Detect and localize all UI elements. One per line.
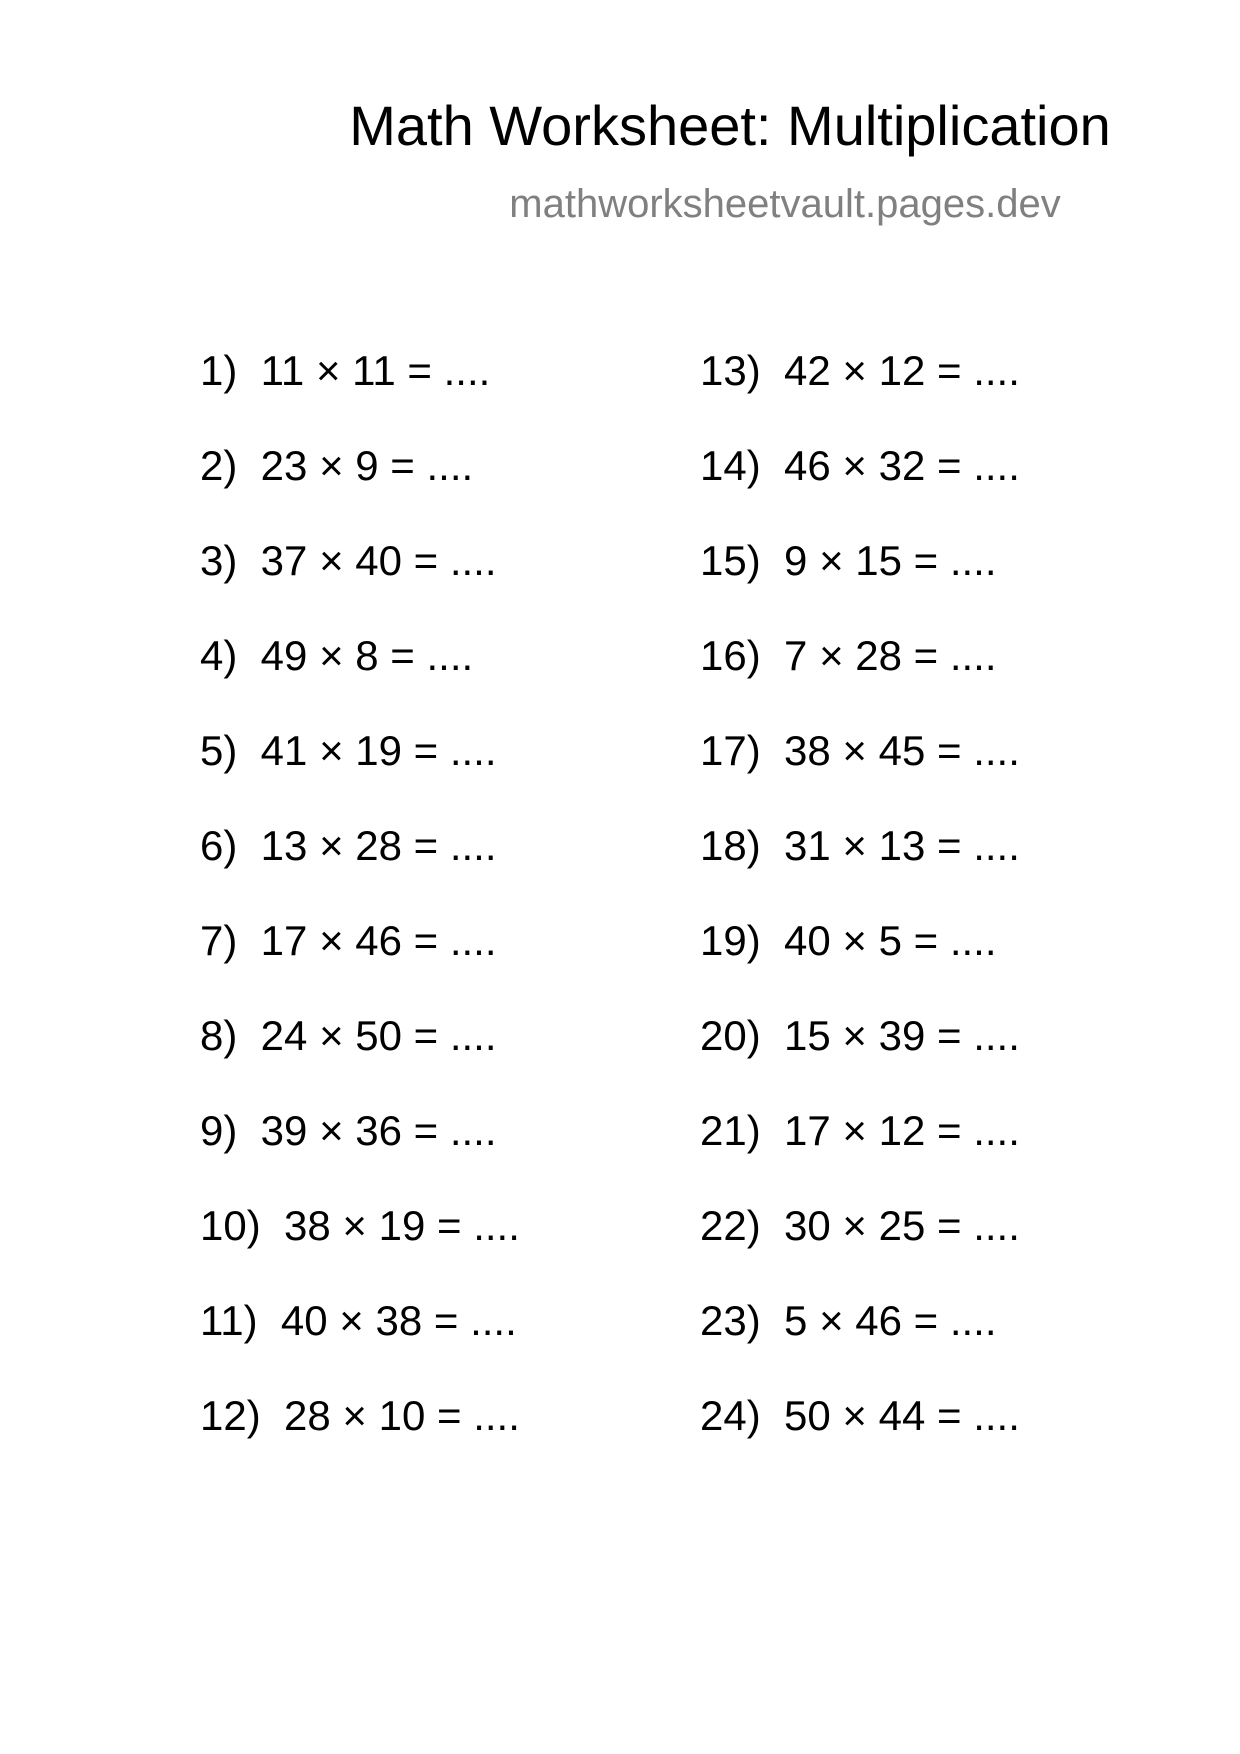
problem-item: 21) 17 × 12 = .... xyxy=(700,1107,1020,1154)
problem-item: 20) 15 × 39 = .... xyxy=(700,1012,1020,1059)
problem-item: 24) 50 × 44 = .... xyxy=(700,1392,1020,1439)
problem-item: 7) 17 × 46 = .... xyxy=(200,917,497,964)
problem-item: 6) 13 × 28 = .... xyxy=(200,822,497,869)
problem-item: 1) 11 × 11 = .... xyxy=(200,347,491,394)
site-url: mathworksheetvault.pages.dev xyxy=(509,182,1061,226)
problem-item: 2) 23 × 9 = .... xyxy=(200,442,474,489)
problem-item: 13) 42 × 12 = .... xyxy=(700,347,1020,394)
problem-item: 3) 37 × 40 = .... xyxy=(200,537,497,584)
problem-item: 8) 24 × 50 = .... xyxy=(200,1012,497,1059)
problem-item: 12) 28 × 10 = .... xyxy=(200,1392,520,1439)
problem-item: 15) 9 × 15 = .... xyxy=(700,537,997,584)
page-title: Math Worksheet: Multiplication xyxy=(349,94,1111,157)
problem-item: 11) 40 × 38 = .... xyxy=(200,1297,517,1344)
problem-item: 9) 39 × 36 = .... xyxy=(200,1107,497,1154)
problem-item: 17) 38 × 45 = .... xyxy=(700,727,1020,774)
problem-item: 14) 46 × 32 = .... xyxy=(700,442,1020,489)
problem-item: 22) 30 × 25 = .... xyxy=(700,1202,1020,1249)
problem-item: 19) 40 × 5 = .... xyxy=(700,917,997,964)
problem-item: 18) 31 × 13 = .... xyxy=(700,822,1020,869)
problem-item: 5) 41 × 19 = .... xyxy=(200,727,497,774)
problem-item: 16) 7 × 28 = .... xyxy=(700,632,997,679)
problem-item: 23) 5 × 46 = .... xyxy=(700,1297,997,1344)
problem-item: 10) 38 × 19 = .... xyxy=(200,1202,520,1249)
problem-item: 4) 49 × 8 = .... xyxy=(200,632,474,679)
